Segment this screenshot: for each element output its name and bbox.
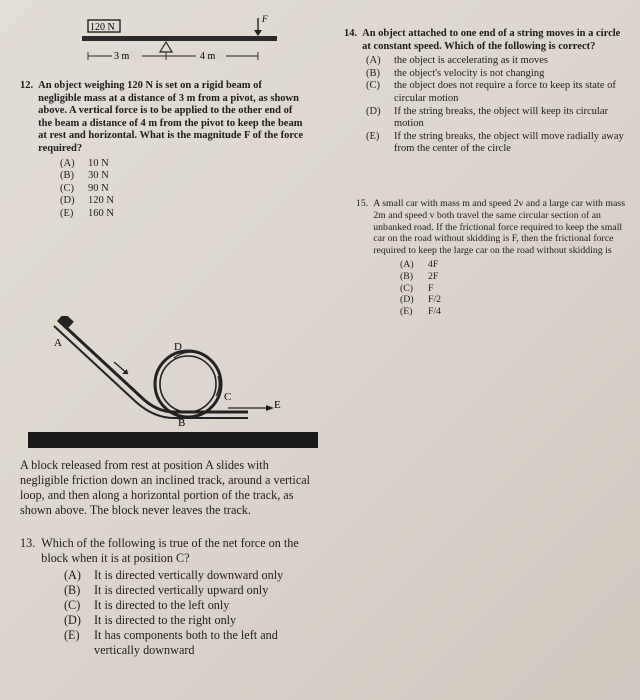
choice-d[interactable]: (D) 120 N bbox=[60, 195, 114, 207]
question-14 bbox=[344, 28, 626, 156]
label-c: C bbox=[224, 391, 232, 403]
question-text: Which of the following is true of the net force on the block when it is at position C? bbox=[41, 536, 299, 565]
beam bbox=[82, 36, 277, 41]
question-number: 12. bbox=[20, 80, 34, 91]
choice-a[interactable]: (A) 10 N bbox=[60, 157, 109, 169]
label-d: D bbox=[174, 341, 182, 353]
choice-c[interactable]: (C) the object does not require a force to keep its state of circular motion bbox=[366, 80, 616, 104]
choice-list bbox=[60, 158, 306, 221]
choice-c[interactable]: (C) It is directed to the left only bbox=[64, 598, 230, 612]
choice-c[interactable]: (C) F bbox=[400, 282, 434, 294]
ground bbox=[28, 432, 318, 448]
force-arrowhead bbox=[254, 30, 262, 36]
choice-d[interactable]: (D) If the string breaks, the object will keep its circular motion bbox=[366, 105, 609, 130]
choice-e[interactable]: (E) It has components both to the left and vertically downward bbox=[64, 628, 278, 657]
weight-label: 120 N bbox=[90, 22, 115, 33]
question-text: An object weighing 120 N is set on a rigid beam of negligible mass at a distance of 3 m from a pivot, as shown above. A vertical force is to be applied to the other end of the beam a distance of 4 m from the pivot to keep the beam at rest and horizontal. What is the magnitude F of the force required? bbox=[38, 80, 304, 154]
right-distance-label: 4 m bbox=[200, 51, 216, 62]
pivot-icon bbox=[160, 42, 172, 52]
question-13 bbox=[20, 536, 320, 658]
choice-list bbox=[64, 568, 320, 658]
choice-d[interactable]: (D) F/2 bbox=[400, 294, 442, 306]
track-upper bbox=[58, 320, 248, 412]
choice-b[interactable]: (B) It is directed vertically upward only bbox=[64, 583, 269, 597]
question-number: 13. bbox=[20, 536, 36, 550]
choice-e[interactable]: (E) 160 N bbox=[60, 207, 114, 219]
choice-a[interactable]: (A) 4F bbox=[400, 258, 439, 270]
choice-d[interactable]: (D) It is directed to the right only bbox=[64, 613, 237, 627]
vertical-loop bbox=[155, 351, 221, 417]
question-number: 15. bbox=[356, 198, 369, 209]
choice-c[interactable]: (C) 90 N bbox=[60, 182, 109, 194]
loop-track-diagram bbox=[28, 316, 318, 448]
beam-diagram bbox=[80, 12, 280, 74]
choice-a[interactable]: (A) the object is accelerating as it moves bbox=[366, 55, 548, 67]
question-12 bbox=[20, 80, 306, 221]
choice-a[interactable]: (A) It is directed vertically downward only bbox=[64, 568, 284, 582]
choice-e[interactable]: (E) F/4 bbox=[400, 306, 442, 318]
question-15 bbox=[356, 198, 628, 318]
choice-b[interactable]: (B) 2F bbox=[400, 270, 439, 282]
choice-b[interactable]: (B) the object's velocity is not changing bbox=[366, 67, 545, 79]
left-distance-label: 3 m bbox=[114, 51, 130, 62]
label-b: B bbox=[178, 417, 186, 429]
choice-list bbox=[400, 259, 628, 318]
label-e: E bbox=[274, 399, 281, 411]
choice-b[interactable]: (B) 30 N bbox=[60, 170, 109, 182]
force-label: F bbox=[262, 14, 268, 24]
loop-description: A block released from rest at position A slides with negligible friction down an inclined track, around a vertical loop, and then along a horizontal portion of the track, as shown above. The block never leaves the track. bbox=[20, 458, 311, 517]
question-number: 14. bbox=[344, 28, 358, 39]
choice-e[interactable]: (E) If the string breaks, the object will move radially away from the center of the circle bbox=[366, 130, 624, 155]
question-text: An object attached to one end of a string moves in a circle at constant speed. Which of the following is correct? bbox=[362, 28, 621, 52]
question-text: A small car with mass m and speed 2v and a large car with mass 2m and speed v both travel the same circular section of an unbanked road. If the frictional force required to keep the small car on the road without skidding is F, then the frictional force required to keep the large car on the road without skidding is bbox=[373, 198, 626, 257]
label-a: A bbox=[54, 337, 62, 349]
choice-list bbox=[366, 55, 626, 156]
